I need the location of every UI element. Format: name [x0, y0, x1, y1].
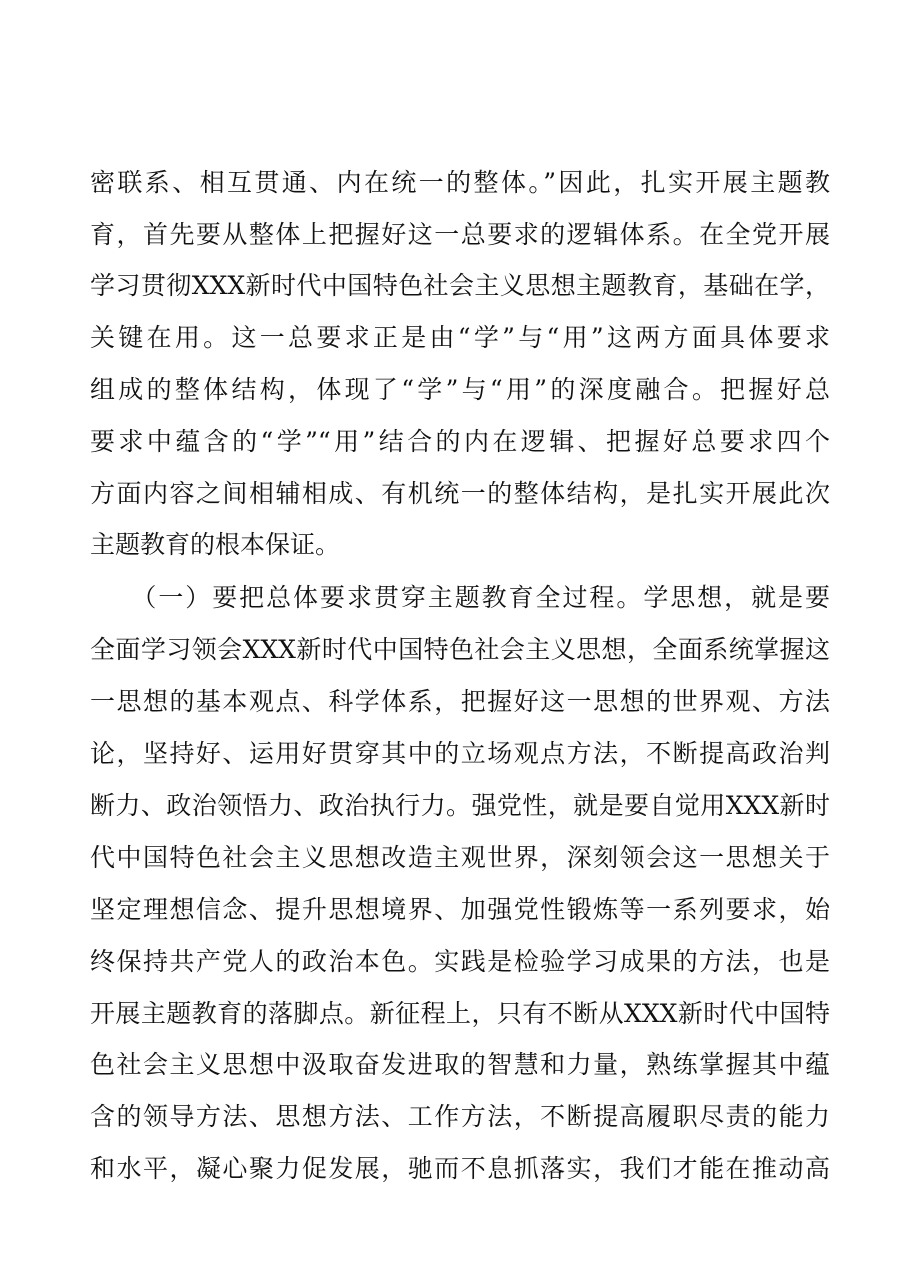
- text-line: 终保持共产党人的政治本色。实践是检验学习成果的方法，也是: [90, 947, 830, 976]
- text-line: 含的领导方法、思想方法、工作方法，不断提高履职尽责的能力: [90, 1102, 830, 1131]
- text-line: 论，坚持好、运用好贯穿其中的立场观点方法，不断提高政治判: [90, 739, 830, 768]
- text-line: 断力、政治领悟力、政治执行力。强党性，就是要自觉用XXX新时: [90, 791, 830, 820]
- text-line: 全面学习领会XXX新时代中国特色社会主义思想，全面系统掌握这: [90, 635, 830, 664]
- text-line: 育，首先要从整体上把握好这一总要求的逻辑体系。在全党开展: [90, 220, 830, 249]
- text-line: （一）要把总体要求贯穿主题教育全过程。学思想，就是要: [90, 583, 830, 612]
- text-line: 一思想的基本观点、科学体系，把握好这一思想的世界观、方法: [90, 687, 830, 716]
- text-line: 色社会主义思想中汲取奋发进取的智慧和力量，熟练掌握其中蕴: [90, 1050, 830, 1079]
- text-line: 主题教育的根本保证。: [90, 530, 341, 559]
- text-line: 要求中蕴含的“学”“用”结合的内在逻辑、把握好总要求四个: [90, 427, 830, 456]
- text-line: 代中国特色社会主义思想改造主观世界，深刻领会这一思想关于: [90, 843, 830, 872]
- text-line: 坚定理想信念、提升思想境界、加强党性锻炼等一系列要求，始: [90, 895, 830, 924]
- text-line: 组成的整体结构，体现了“学”与“用”的深度融合。把握好总: [90, 375, 830, 404]
- text-line: 学习贯彻XXX新时代中国特色社会主义思想主题教育，基础在学，: [90, 271, 830, 300]
- text-line: 和水平，凝心聚力促发展，驰而不息抓落实，我们才能在推动高: [90, 1154, 830, 1183]
- text-line: 开展主题教育的落脚点。新征程上，只有不断从XXX新时代中国特: [90, 999, 830, 1028]
- text-line: 方面内容之间相辅相成、有机统一的整体结构，是扎实开展此次: [90, 479, 830, 508]
- text-line: 关键在用。这一总要求正是由“学”与“用”这两方面具体要求: [90, 323, 830, 352]
- text-line: 密联系、相互贯通、内在统一的整体。”因此，扎实开展主题教: [90, 168, 830, 197]
